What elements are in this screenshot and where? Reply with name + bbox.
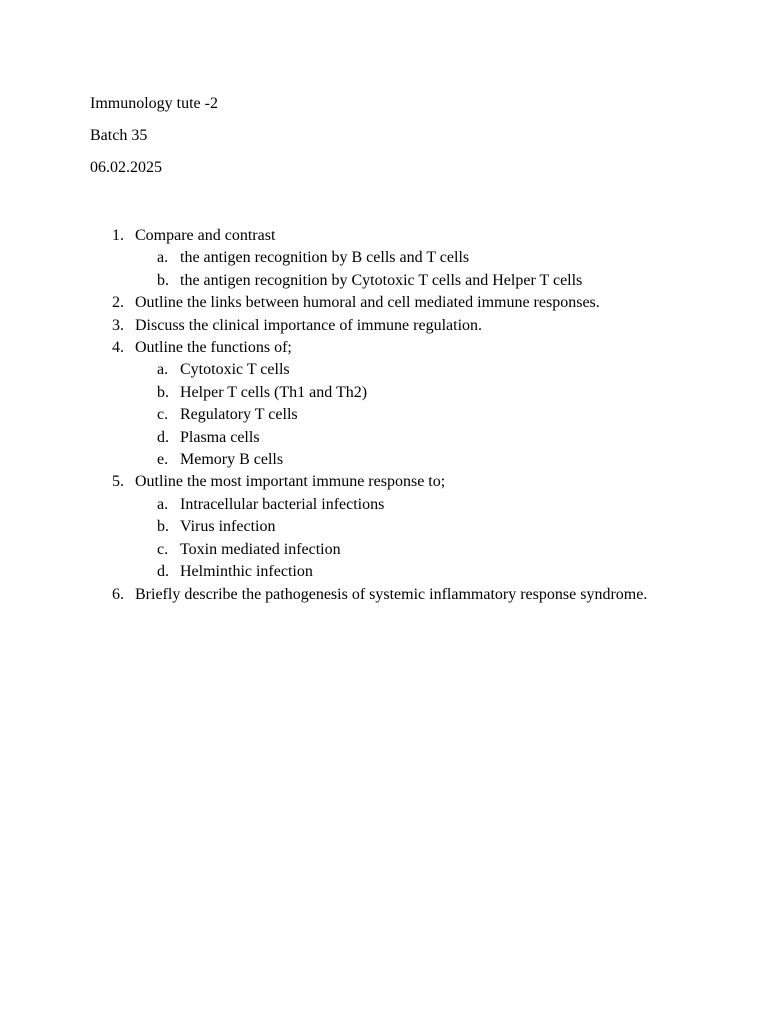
question-item	[90, 337, 650, 471]
question-item	[90, 225, 650, 292]
sub-question-item	[135, 427, 650, 449]
sub-question-text: Intracellular bacterial infections	[180, 495, 385, 513]
question-number: 2.	[112, 294, 124, 312]
sub-question-letter: b.	[157, 271, 169, 289]
sub-question-item	[135, 561, 650, 583]
question-item	[90, 471, 650, 583]
sub-question-letter: d.	[157, 428, 169, 446]
sub-question-text: Regulatory T cells	[180, 406, 298, 424]
sub-question-text: Virus infection	[180, 518, 276, 536]
question-number: 1.	[112, 227, 124, 244]
question-text: Compare and contrast	[135, 227, 276, 244]
question-text: Outline the links between humoral and cell mediated immune responses.	[135, 294, 600, 312]
question-item	[90, 292, 650, 314]
question-list	[90, 225, 650, 606]
sub-question-item	[135, 247, 650, 269]
sub-question-text: Cytotoxic T cells	[180, 361, 290, 379]
question-item	[90, 584, 650, 606]
date-label: 06.02.2025	[90, 159, 162, 176]
sub-question-text: the antigen recognition by B cells and T cells	[180, 249, 470, 267]
sub-question-letter: d.	[157, 563, 169, 581]
sub-question-item	[135, 539, 650, 561]
sub-question-item	[135, 494, 650, 516]
question-number: 4.	[112, 339, 124, 357]
question-text: Outline the most important immune response to;	[135, 473, 446, 491]
sub-question-list	[135, 247, 650, 292]
question-item	[90, 315, 650, 337]
sub-question-letter: b.	[157, 383, 169, 401]
document-header	[90, 94, 218, 190]
sub-question-item	[135, 382, 650, 404]
sub-question-item	[135, 404, 650, 426]
question-number: 6.	[112, 585, 124, 603]
sub-question-item	[135, 359, 650, 381]
sub-question-item	[135, 270, 650, 292]
question-text: Discuss the clinical importance of immune regulation.	[135, 316, 483, 334]
sub-question-text: Helminthic infection	[180, 563, 313, 581]
sub-question-letter: e.	[157, 451, 169, 469]
sub-question-letter: a.	[157, 361, 169, 379]
sub-question-letter: a.	[157, 495, 169, 513]
sub-question-item	[135, 516, 650, 538]
sub-question-list	[135, 359, 650, 471]
sub-question-text: Memory B cells	[180, 451, 284, 469]
sub-question-list	[135, 494, 650, 584]
sub-question-letter: c.	[157, 406, 169, 424]
document-title: Immunology tute -2	[90, 95, 218, 112]
question-number: 3.	[112, 316, 124, 334]
sub-question-text: Plasma cells	[180, 428, 260, 446]
sub-question-letter: b.	[157, 518, 169, 536]
sub-question-text: Helper T cells (Th1 and Th2)	[180, 383, 368, 401]
sub-question-text: the antigen recognition by Cytotoxic T cells and Helper T cells	[180, 271, 583, 289]
sub-question-letter: a.	[157, 249, 169, 267]
question-number: 5.	[112, 473, 124, 491]
sub-question-letter: c.	[157, 540, 169, 558]
sub-question-item	[135, 449, 650, 471]
question-text: Outline the functions of;	[135, 339, 292, 357]
batch-label: Batch 35	[90, 127, 148, 144]
question-text: Briefly describe the pathogenesis of systemic inflammatory response syndrome.	[135, 585, 648, 603]
sub-question-text: Toxin mediated infection	[180, 540, 341, 558]
